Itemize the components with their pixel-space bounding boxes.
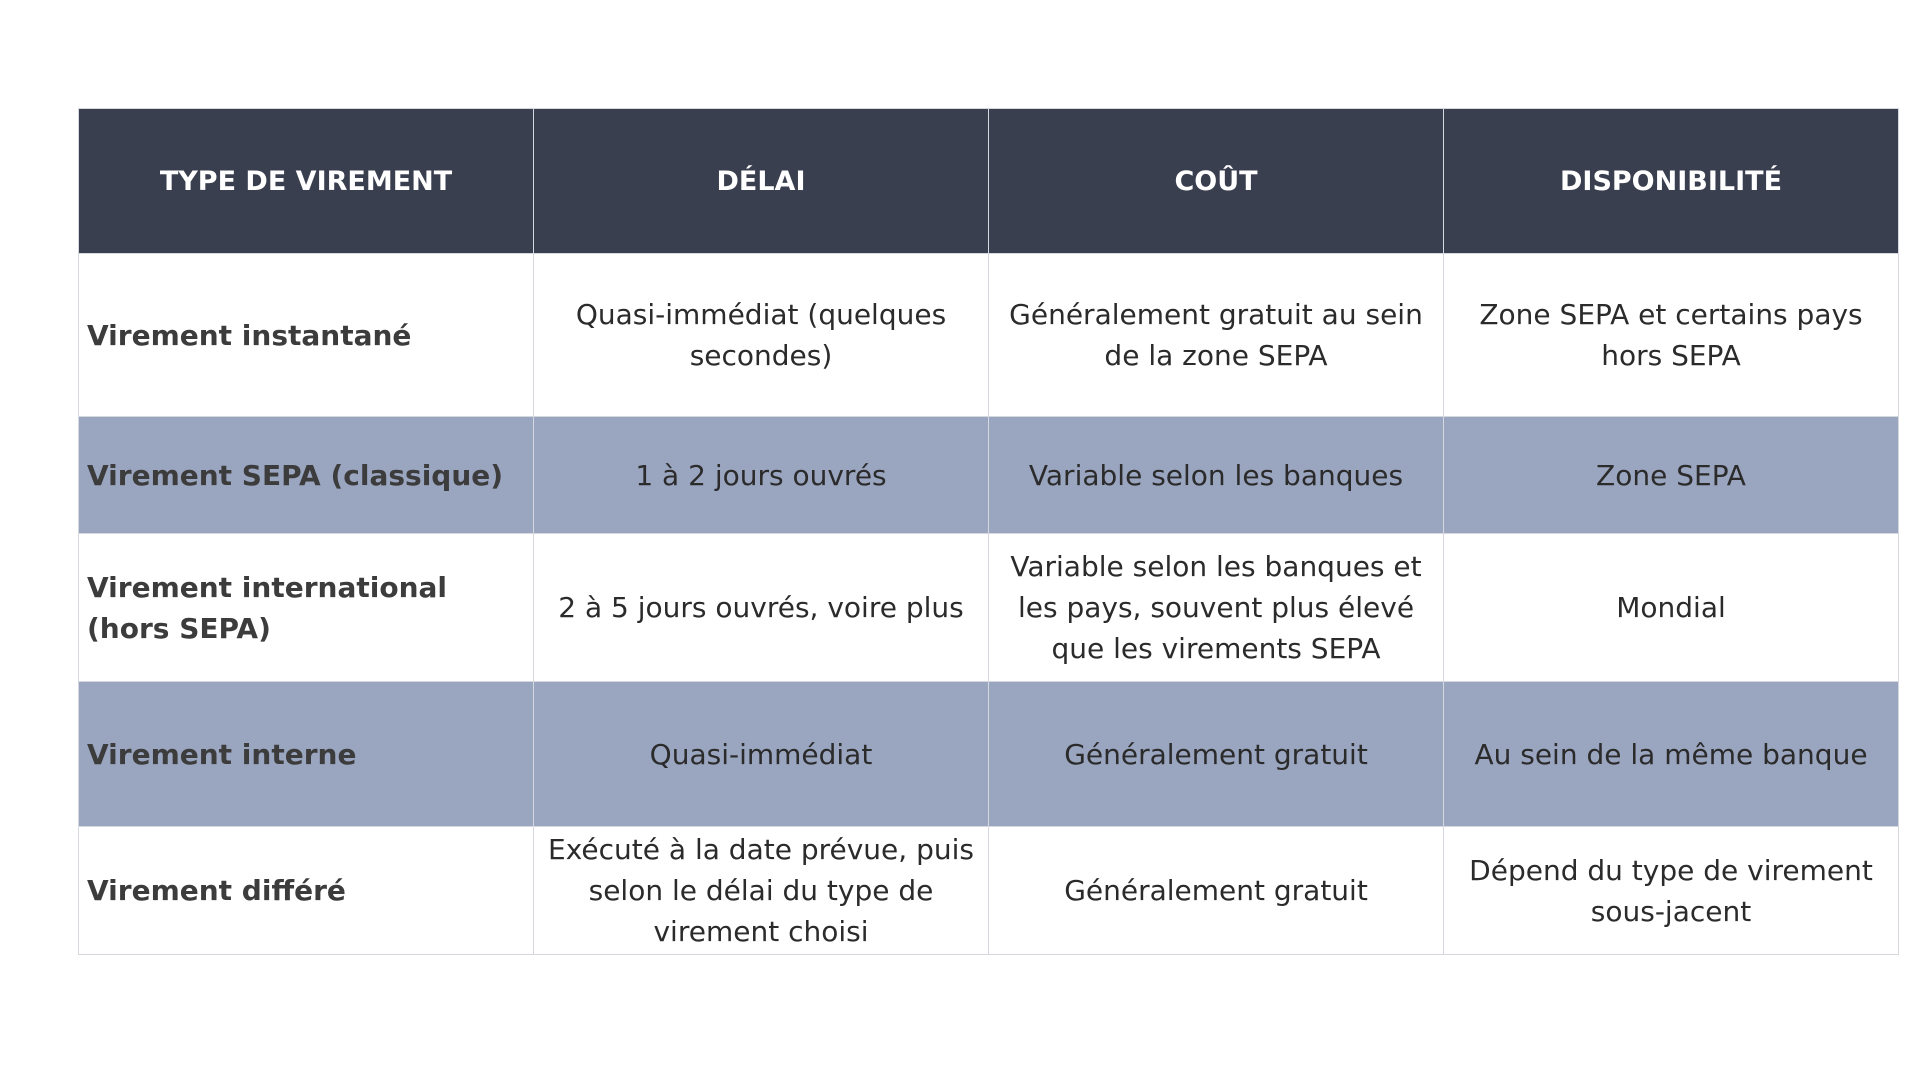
- table-row: [79, 682, 1899, 827]
- cell-type: Virement SEPA (classique): [79, 417, 534, 534]
- table-row: [79, 534, 1899, 682]
- header-type: TYPE DE VIREMENT: [79, 109, 534, 254]
- transfer-comparison-table: [78, 108, 1899, 955]
- table-body: [79, 254, 1899, 955]
- cell-type: Virement instantané: [79, 254, 534, 417]
- cell-type: Virement interne: [79, 682, 534, 827]
- cell-delai: 1 à 2 jours ouvrés: [534, 417, 989, 534]
- table-header: [79, 109, 1899, 254]
- cell-disponibilite: Mondial: [1444, 534, 1899, 682]
- cell-cout: Généralement gratuit au sein de la zone SEPA: [989, 254, 1444, 417]
- table-row: [79, 417, 1899, 534]
- cell-cout: Variable selon les banques: [989, 417, 1444, 534]
- cell-type: Virement international (hors SEPA): [79, 534, 534, 682]
- table-row: [79, 827, 1899, 955]
- header-disponibilite: DISPONIBILITÉ: [1444, 109, 1899, 254]
- comparison-table-wrapper: [78, 108, 1898, 955]
- cell-disponibilite: Zone SEPA: [1444, 417, 1899, 534]
- cell-cout: Généralement gratuit: [989, 827, 1444, 955]
- cell-cout: Généralement gratuit: [989, 682, 1444, 827]
- header-row: [79, 109, 1899, 254]
- header-cout: COÛT: [989, 109, 1444, 254]
- cell-disponibilite: Zone SEPA et certains pays hors SEPA: [1444, 254, 1899, 417]
- cell-cout: Variable selon les banques et les pays, souvent plus élevé que les virements SEPA: [989, 534, 1444, 682]
- cell-delai: Quasi-immédiat: [534, 682, 989, 827]
- cell-disponibilite: Dépend du type de virement sous-jacent: [1444, 827, 1899, 955]
- cell-disponibilite: Au sein de la même banque: [1444, 682, 1899, 827]
- cell-type: Virement différé: [79, 827, 534, 955]
- cell-delai: Exécuté à la date prévue, puis selon le délai du type de virement choisi: [534, 827, 989, 955]
- table-row: [79, 254, 1899, 417]
- cell-delai: 2 à 5 jours ouvrés, voire plus: [534, 534, 989, 682]
- header-delai: DÉLAI: [534, 109, 989, 254]
- cell-delai: Quasi-immédiat (quelques secondes): [534, 254, 989, 417]
